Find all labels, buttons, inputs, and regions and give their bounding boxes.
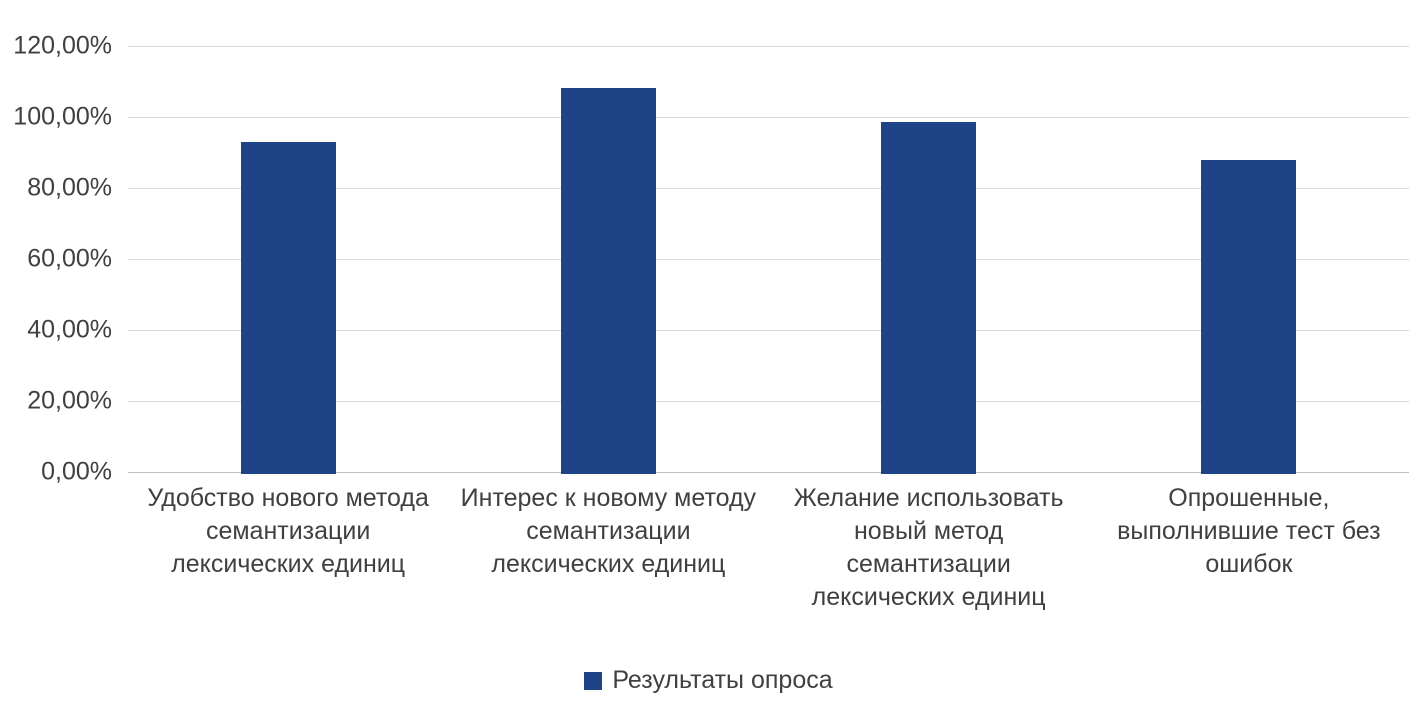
bar-slot: [769, 0, 1089, 474]
x-axis-label: Желание использовать новый метод семантизации лексических единиц: [793, 484, 1064, 611]
chart-legend: [0, 668, 1417, 693]
y-tick-label: 60,00%: [27, 244, 112, 273]
x-axis-label: Интерес к новому методу семантизации лексических единиц: [460, 484, 757, 578]
bar-series: [128, 0, 1409, 474]
y-tick-label: 20,00%: [27, 386, 112, 415]
y-tick-label: 80,00%: [27, 173, 112, 202]
y-tick-label: 0,00%: [41, 457, 112, 486]
bar-slot: [1089, 0, 1409, 474]
x-axis-label: Удобство нового метода семантизации лексических единиц: [147, 484, 429, 578]
legend-swatch-icon: [584, 672, 602, 690]
y-tick-label: 120,00%: [13, 31, 112, 60]
bar[interactable]: [241, 142, 336, 474]
bar-slot: [128, 0, 448, 474]
bar[interactable]: [881, 122, 976, 474]
legend-label: Результаты опроса: [612, 666, 833, 694]
bar[interactable]: [561, 88, 656, 474]
y-tick-label: 100,00%: [13, 102, 112, 131]
y-axis: [0, 0, 120, 486]
x-axis-labels: [128, 482, 1409, 614]
bar-slot: [448, 0, 768, 474]
bar[interactable]: [1201, 160, 1296, 474]
y-tick-label: 40,00%: [27, 315, 112, 344]
x-axis-label: Опрошенные, выполнившие тест без ошибок: [1117, 484, 1381, 578]
